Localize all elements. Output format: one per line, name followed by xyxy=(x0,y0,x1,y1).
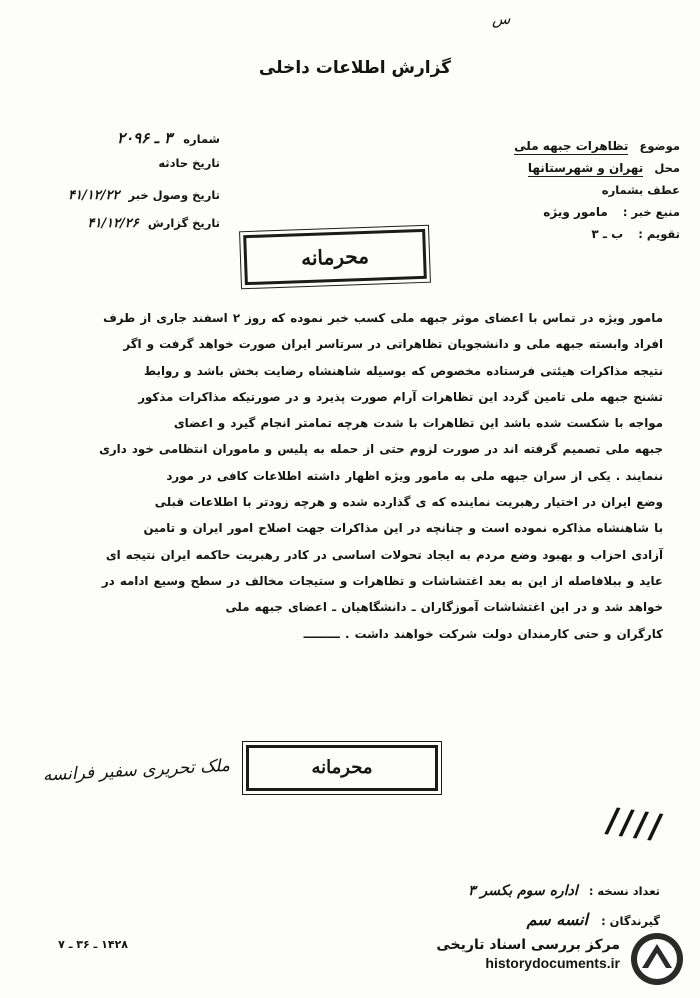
document-code: ۱۴۲۸ ـ ۳۶ ـ ۷ xyxy=(58,938,128,951)
body-line: جبهه ملی تصمیم گرفته اند در صورت لزوم حتی از حمله به پلیس و ماموران انتظامی خود داری xyxy=(99,442,663,457)
body-line: عاید و ببلافاصله از این به بعد اغتشاشات و تظاهرات و ستیجات مخالف در سطح وسیع ادامه در xyxy=(101,573,663,588)
archive-logo-icon xyxy=(628,930,686,988)
body-line: تشنج جبهه ملی تامین گردد این تظاهرات آرام صورت پذیرد و در صورتیکه مذاکرات مذکور xyxy=(138,389,663,404)
field-incident-date: تاریخ حادثه xyxy=(158,156,220,170)
field-report-date: تاریخ گزارش ۴۱/۱۲/۲۶ xyxy=(87,216,220,231)
field-location: محل تهران و شهرستانها xyxy=(527,161,680,175)
footer-distribution xyxy=(420,880,660,940)
field-source: منبع خبر : مامور ویژه xyxy=(543,205,680,219)
body-line: نتیجه مذاکرات هیئتی فرستاده مخصوص که بوسیله شاهنشاه رضایت بخش باشد و روابط xyxy=(143,363,663,378)
copies-row: تعداد نسخه : اداره سوم بکسر ۳ xyxy=(467,883,660,899)
confidential-stamp-bottom: محرمانه xyxy=(246,745,438,791)
report-body xyxy=(65,305,663,647)
body-line: مواجه با شکست شده باشد این تظاهرات با شدت هرچه تمامتر انجام گیرد و اعضای xyxy=(173,416,663,431)
document-title: گزارش اطلاعات داخلی xyxy=(258,58,452,78)
body-line: ننمایند . یکی از سران جبهه ملی به مامور ویژه اظهار داشته اطلاعات کافی در مورد xyxy=(166,468,663,483)
recipients-row: گیرندگان : انسه سم xyxy=(526,910,660,929)
tally-marks: //// xyxy=(603,800,667,848)
field-subject: موضوع تظاهرات جبهه ملی xyxy=(514,139,680,153)
body-line: آزادی احزاب و بهبود وضع مردم به ایجاد تحولات اساسی در کادر رهبریت حاکمه ایران نتیجه ای xyxy=(105,547,663,562)
body-line: خواهد شد و در این اغتشاشات آموزگاران ـ دانشگاهیان ـ اعضای جبهه ملی xyxy=(225,600,663,615)
field-number: شماره ۳ ـ ۲۰۹۶ xyxy=(117,129,220,147)
body-line: مامور ویژه در تماس با اعضای موثر جبهه ملی کسب خبر نموده که روز ۲ اسفند جاری از طرف xyxy=(103,311,663,325)
archive-logo xyxy=(628,930,686,988)
confidential-stamp-top: محرمانه xyxy=(243,229,427,285)
archive-name: مرکز بررسی اسناد تاریخی xyxy=(436,937,620,953)
corner-mark: س xyxy=(492,10,511,28)
field-reference: عطف بشماره xyxy=(601,183,680,197)
archive-url: historydocuments.ir xyxy=(485,955,620,971)
body-line: کارگران و حتی کارمندان دولت شرکت خواهند داشت . ـــــــــ xyxy=(303,626,663,641)
body-line: با شاهنشاه مذاکره نموده است و چنانچه در این مذاکرات جهت اصلاح امور ایران و تامین xyxy=(143,521,663,536)
field-received-date: تاریخ وصول خبر ۴۱/۱۲/۲۲ xyxy=(68,188,220,203)
body-line: وضع ایران در اختیار رهبریت نماینده که ی گذارده شده و هرچه زودتر با اطلاعات قبلی xyxy=(154,495,663,510)
handwritten-signature: ملک تحریری سفیر فرانسه xyxy=(42,755,231,786)
field-rating: تقویم : ب ـ ۳ xyxy=(591,227,680,241)
left-fields xyxy=(20,128,220,236)
right-fields xyxy=(395,135,680,245)
archive-watermark xyxy=(408,937,620,971)
body-line: افراد وابسته جبهه ملی و دانشجویان تظاهراتی در سرتاسر ایران صورت خواهد گرفت و اگر xyxy=(123,337,663,352)
